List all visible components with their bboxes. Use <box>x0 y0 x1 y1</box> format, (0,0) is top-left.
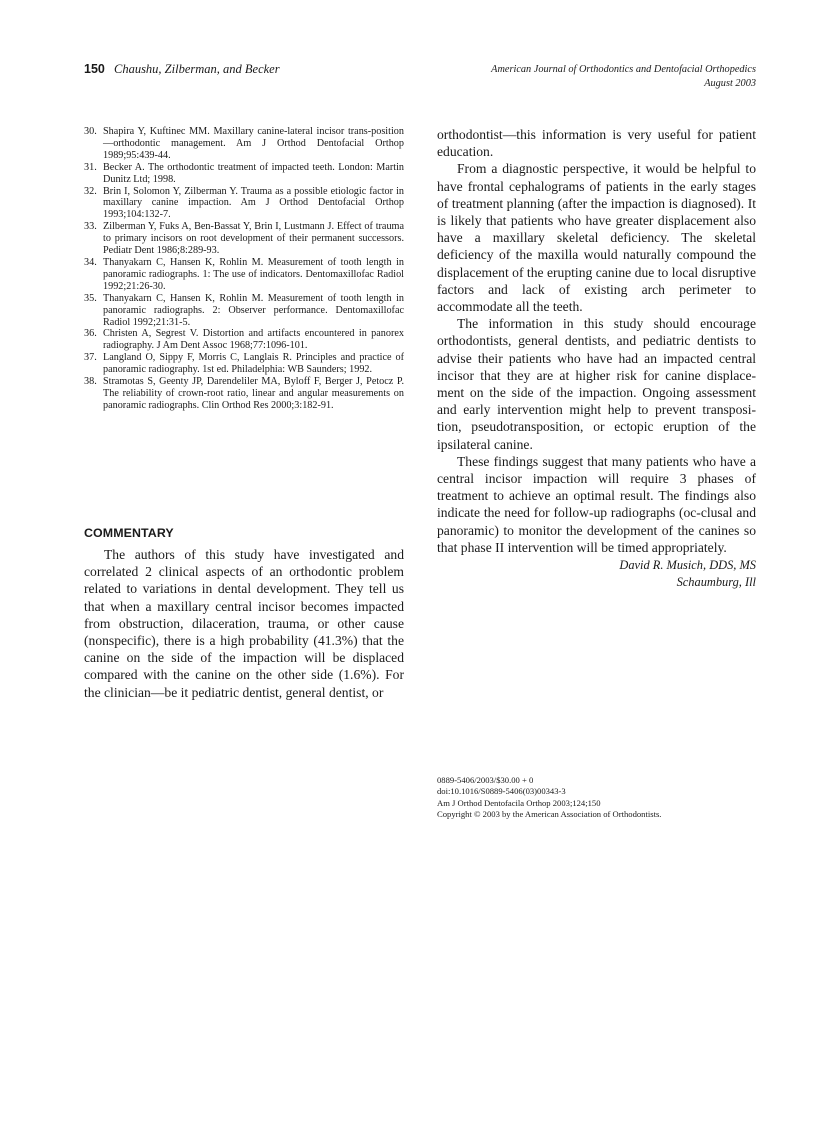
reference-text: Zilberman Y, Fuks A, Ben-Bassat Y, Brin I, Lustmann J. Effect of trauma to primary incisors on root development of their permanent successors. Pediatr Dent 1986;8:289-93. <box>103 221 404 257</box>
reference-number: 38. <box>84 376 97 388</box>
signature-location: Schaumburg, Ill <box>676 575 756 590</box>
header-left <box>84 62 280 77</box>
copyright: Copyright © 2003 by the American Association of Orthodontists. <box>437 808 662 819</box>
reference-item <box>84 221 404 257</box>
commentary-paragraph: These findings suggest that many patients who have a central incisor impaction will require 3 phases of treatment to achieve an optimal result. The findings also indicate the need for follow-up radiographs (oc-clusal and panoramic) to monitor the development of the canines so that phase II intervention will be timed appropriately. <box>437 453 756 555</box>
commentary-heading: COMMENTARY <box>84 526 174 540</box>
reference-text: Thanyakarn C, Hansen K, Rohlin M. Measurement of tooth length in panoramic radiographs. 1: The use of indicators. Dentomaxillofac Radiol 1992;21:26-30. <box>103 256 404 292</box>
reference-number: 32. <box>84 185 97 197</box>
reference-number: 37. <box>84 352 97 364</box>
article-footer <box>437 775 661 820</box>
right-column <box>437 126 756 819</box>
reference-number: 30. <box>84 126 97 137</box>
reference-number: 33. <box>84 221 97 233</box>
left-column <box>84 126 404 700</box>
reference-number: 35. <box>84 292 97 304</box>
reference-item <box>84 162 404 186</box>
signature-name: David R. Musich, DDS, MS <box>619 558 756 573</box>
commentary-paragraph: From a diagnostic perspective, it would be helpful to have frontal cephalograms of patients in the early stages of treatment planning (after the impaction is diagnosed). It is likely that patients who have greater displacement also have a maxillary skeletal deficiency. The skeletal deficiency of the maxilla would naturally compound the displacement of the erupting canine due to local disruptive factors and lack of existing arch perimeter to accommodate all the teeth. <box>437 161 756 315</box>
reference-item <box>84 328 404 352</box>
page-number: 150 <box>84 62 105 76</box>
reference-item <box>84 376 404 412</box>
running-authors: Chaushu, Zilberman, and Becker <box>113 62 280 76</box>
reference-number: 31. <box>84 161 97 173</box>
commentary-body-left <box>84 546 404 701</box>
reference-number: 34. <box>84 256 97 268</box>
signature-block <box>437 557 756 591</box>
reference-item <box>84 186 404 222</box>
reference-text: Stramotas S, Geenty JP, Darendeliler MA, Byloff F, Berger J, Petocz P. The reliability of crown-root ratio, linear and angular measurements on panoramic radiographs. Clin Orthod Res 2000;3:182-91. <box>103 376 404 411</box>
reference-item <box>84 293 404 329</box>
reference-text: Becker A. The orthodontic treatment of impacted teeth. London: Martin Dunitz Ltd; 1998. <box>103 161 404 185</box>
doi: doi:10.1016/S0889-5406(03)00343-3 <box>437 786 566 797</box>
reference-text: Langland O, Sippy F, Morris C, Langlais R. Principles and practice of panoramic radiography. 1st ed. Philadelphia: WB Saunders; 1992. <box>103 352 404 376</box>
reference-text: Christen A, Segrest V. Distortion and artifacts encountered in panorex radiography. J Am Dent Assoc 1968;77:1096-101. <box>103 328 404 352</box>
reference-list <box>84 126 404 412</box>
reference-text: Brin I, Solomon Y, Zilberman Y. Trauma as a possible etiologic factor in maxillary canine impaction. Am J Orthod Dentofacial Orthop 1993;104:132-7. <box>103 185 404 221</box>
reference-item <box>84 126 404 162</box>
price-code: 0889-5406/2003/$30.00 + 0 <box>437 775 534 785</box>
running-header <box>84 62 756 96</box>
reference-text: Shapira Y, Kuftinec MM. Maxillary canine-lateral incisor trans-position—orthodontic management. Am J Orthod Dentofacial Orthop 1989;95:439-44. <box>103 126 404 161</box>
journal-title: American Journal of Orthodontics and Dentofacial Orthopedics <box>491 64 756 75</box>
reference-text: Thanyakarn C, Hansen K, Rohlin M. Measurement of tooth length in panoramic radiographs. 2: Observer performance. Dentomaxillofac Radiol 1992;21:31-5. <box>103 292 404 328</box>
header-right <box>491 63 756 91</box>
commentary-paragraph: The authors of this study have investigated and correlated 2 clinical aspects of an orthodontic problem related to variations in dental development. They tell us that when a maxillary central incisor becomes impacted from obstruction, dilaceration, trauma, or other cause (nonspecific), there is a high probability (41.3%) that the canine on the side of the impaction will be displaced compared with the canine on the other side (1.6%). For the clinician—be it pediatric dentist, general dentist, or <box>84 547 404 700</box>
citation: Am J Orthod Dentofacila Orthop 2003;124;150 <box>437 797 601 808</box>
reference-number: 36. <box>84 328 97 340</box>
commentary-paragraph: The information in this study should encourage orthodontists, general dentists, and pediatric dentists to advise their patients who have had an impacted central incisor that they are at higher risk for canine displace-ment on the side of the impaction. Ongoing assessment and early intervention might help to prevent transposi-tion, pseudotransposition, or ectopic eruption of the ipsilateral canine. <box>437 316 756 452</box>
reference-item <box>84 257 404 293</box>
commentary-paragraph-continued: orthodontist—this information is very useful for patient education. <box>437 127 756 160</box>
reference-item <box>84 352 404 376</box>
issue-date: August 2003 <box>704 78 756 89</box>
